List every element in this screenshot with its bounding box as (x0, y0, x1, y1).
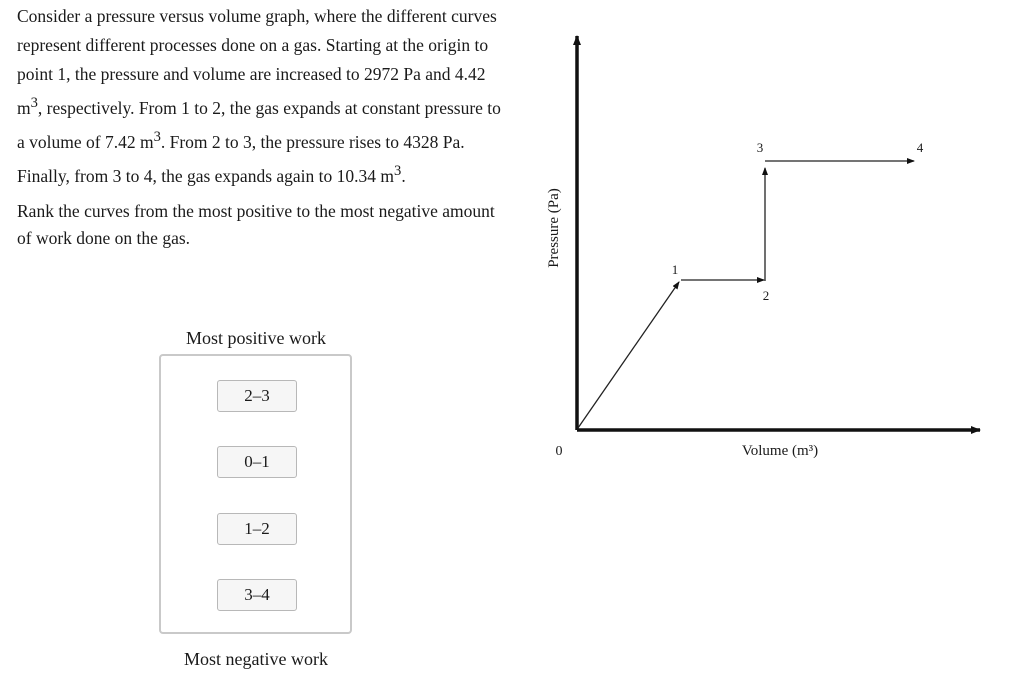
rank-item-2-3[interactable]: 2–3 (217, 380, 297, 412)
rank-item-3-4[interactable]: 3–4 (217, 579, 297, 611)
question-paragraph-1: Consider a pressure versus volume graph, where the different curves represent different processes done on a gas. Starting at the origin to point 1, the pressure and volume are increased to 2972 Pa and 4.42 $m^3$, respectively. From 1 to 2, the gas expands at constant pressure to a volume of 7.42 $m^3$. From 2 to 3, the pressure rises to 4328 Pa. Finally, from 3 to 4, the gas expands again to 10.34 $m^3$. (17, 6, 501, 186)
origin-label: 0 (555, 444, 563, 459)
point-label-3: 3 (756, 140, 764, 155)
point-label-4: 4 (916, 140, 924, 155)
path-0-1 (578, 282, 679, 428)
y-axis-label: Pressure (Pa) (546, 188, 562, 268)
question-paragraph-2: Rank the curves from the most positive to the most negative amount of work done on the gas. (17, 201, 495, 249)
rank-item-1-2[interactable]: 1–2 (217, 513, 297, 545)
point-label-1: 1 (671, 262, 679, 277)
point-label-2: 2 (762, 288, 770, 303)
rank-bottom-label: Most negative work (184, 649, 328, 669)
rank-top-label: Most positive work (185, 328, 326, 348)
x-axis-label: Volume (m³) (741, 443, 819, 459)
rank-item-0-1[interactable]: 0–1 (217, 446, 297, 478)
